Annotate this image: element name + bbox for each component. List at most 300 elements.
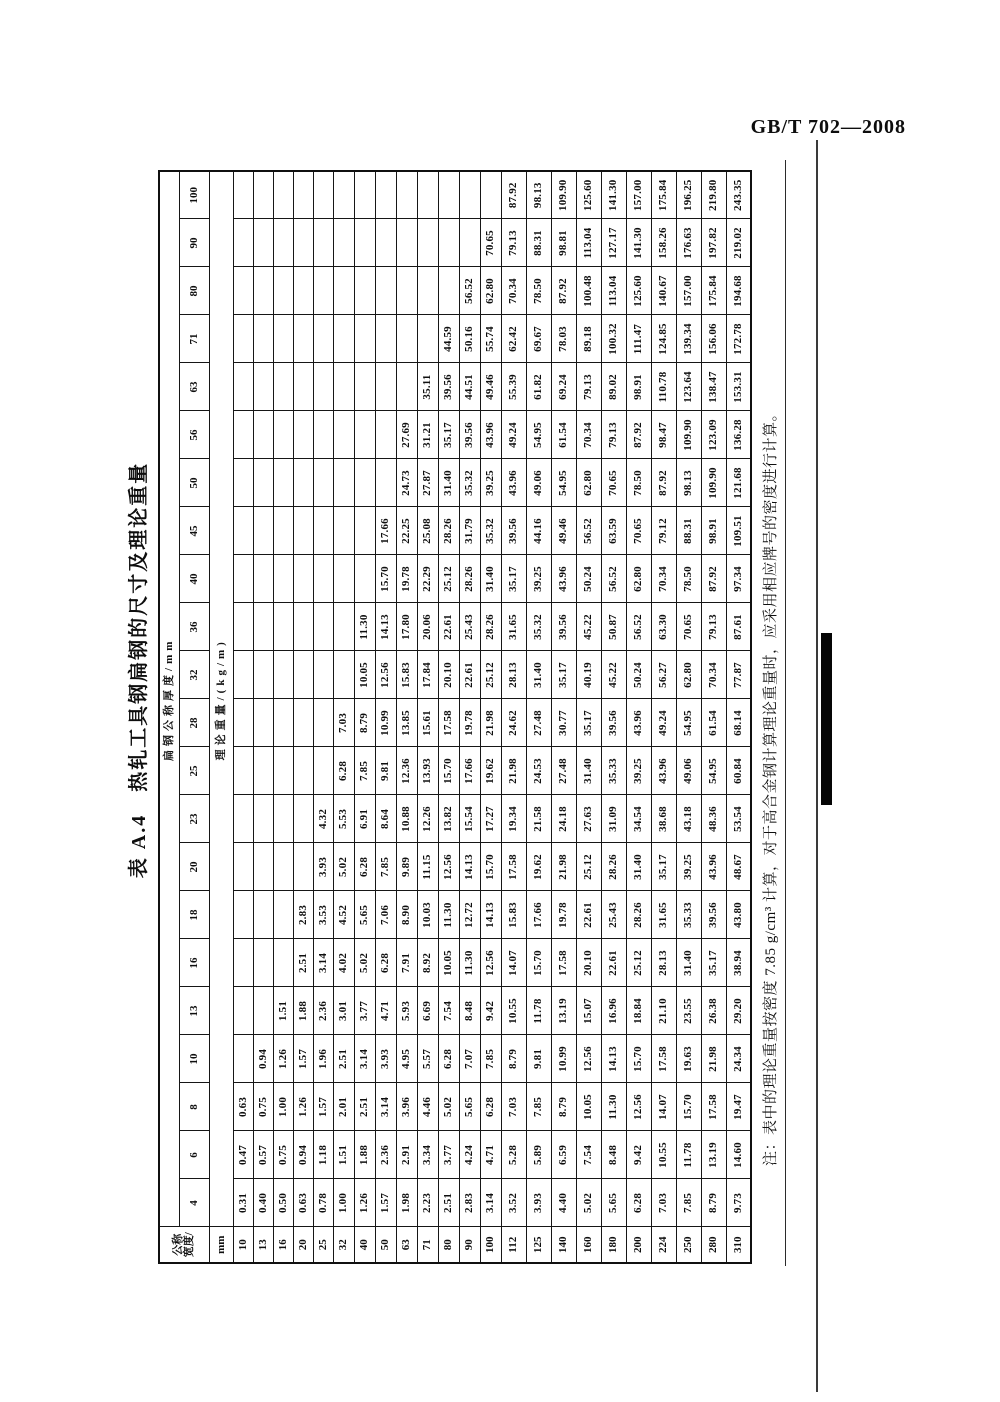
corner-unit-label: mm [209, 1227, 233, 1263]
weight-cell: 24.18 [551, 795, 576, 843]
weight-cell: 35.17 [438, 411, 459, 459]
header-row-3 [209, 171, 233, 1263]
weight-cell: 4.95 [396, 1035, 417, 1083]
weight-cell: 3.34 [417, 1131, 438, 1179]
weight-cell: 5.02 [354, 939, 375, 987]
weight-cell: 19.78 [551, 891, 576, 939]
weight-cell: 78.50 [676, 555, 701, 603]
width-label-cell: 140 [551, 1227, 576, 1263]
weight-cell [253, 219, 273, 267]
weight-cell: 3.14 [313, 939, 333, 987]
weight-cell [354, 171, 375, 219]
weight-cell: 19.63 [676, 1035, 701, 1083]
weight-cell: 12.56 [438, 843, 459, 891]
weight-cell: 15.70 [438, 747, 459, 795]
weight-cell: 1.26 [293, 1083, 313, 1131]
weight-cell: 79.13 [576, 363, 601, 411]
weight-cell: 0.94 [253, 1035, 273, 1083]
weight-cell [253, 507, 273, 555]
weight-cell: 13.19 [701, 1131, 726, 1179]
weight-cell: 39.25 [526, 555, 551, 603]
weight-cell: 43.80 [726, 891, 751, 939]
weight-cell: 196.25 [676, 171, 701, 219]
weight-cell [273, 795, 293, 843]
weight-cell: 69.67 [526, 315, 551, 363]
weight-cell: 109.90 [676, 411, 701, 459]
table-row [651, 171, 676, 1263]
weight-cell [313, 267, 333, 315]
weight-cell: 35.33 [676, 891, 701, 939]
weight-cell: 19.78 [396, 555, 417, 603]
weight-cell [253, 699, 273, 747]
weight-cell: 19.78 [459, 699, 480, 747]
weight-cell: 21.10 [651, 987, 676, 1035]
weight-cell: 100.32 [601, 315, 626, 363]
weight-cell: 87.92 [626, 411, 651, 459]
weight-cell [233, 411, 253, 459]
weight-cell: 30.77 [551, 699, 576, 747]
weight-cell [293, 843, 313, 891]
weight-cell: 24.73 [396, 459, 417, 507]
weight-cell [313, 651, 333, 699]
weight-cell [438, 267, 459, 315]
width-label-cell: 100 [480, 1227, 501, 1263]
weight-cell [438, 171, 459, 219]
weight-cell: 23.55 [676, 987, 701, 1035]
weight-cell: 156.06 [701, 315, 726, 363]
weight-cell: 5.57 [417, 1035, 438, 1083]
weight-cell [354, 219, 375, 267]
weight-cell [233, 651, 253, 699]
thickness-header-cell: 90 [179, 219, 209, 267]
weight-cell: 45.22 [576, 603, 601, 651]
weight-cell: 21.98 [501, 747, 526, 795]
weight-cell: 9.42 [480, 987, 501, 1035]
table-row [253, 171, 273, 1263]
weight-cell: 139.34 [676, 315, 701, 363]
weight-cell: 4.46 [417, 1083, 438, 1131]
weight-cell: 62.80 [626, 555, 651, 603]
weight-cell: 70.65 [480, 219, 501, 267]
weight-cell [253, 747, 273, 795]
weight-cell: 11.78 [676, 1131, 701, 1179]
width-label-cell: 40 [354, 1227, 375, 1263]
weight-cell [480, 171, 501, 219]
weight-cell: 1.88 [354, 1131, 375, 1179]
weight-cell: 43.96 [501, 459, 526, 507]
weight-cell: 0.47 [233, 1131, 253, 1179]
weight-cell: 19.47 [726, 1083, 751, 1131]
weight-cell: 25.12 [576, 843, 601, 891]
weight-cell: 44.59 [438, 315, 459, 363]
weight-cell: 0.50 [273, 1179, 293, 1227]
weight-cell [253, 651, 273, 699]
weight-cell [273, 171, 293, 219]
weight-cell [333, 267, 354, 315]
weight-cell: 12.72 [459, 891, 480, 939]
weight-cell: 16.96 [601, 987, 626, 1035]
weight-cell: 39.56 [551, 603, 576, 651]
weight-cell: 54.95 [701, 747, 726, 795]
weight-cell: 6.59 [551, 1131, 576, 1179]
weight-cell: 55.39 [501, 363, 526, 411]
weight-cell: 6.28 [438, 1035, 459, 1083]
weight-cell: 158.26 [651, 219, 676, 267]
weight-cell [253, 555, 273, 603]
weight-cell: 79.13 [501, 219, 526, 267]
weight-cell: 61.82 [526, 363, 551, 411]
weight-cell [333, 171, 354, 219]
weight-cell: 31.09 [601, 795, 626, 843]
thickness-header-cell: 25 [179, 747, 209, 795]
weight-cell: 13.93 [417, 747, 438, 795]
weight-cell: 12.56 [480, 939, 501, 987]
weight-cell: 21.58 [526, 795, 551, 843]
weight-cell: 11.30 [354, 603, 375, 651]
thickness-header-cell: 18 [179, 891, 209, 939]
weight-cell: 31.65 [651, 891, 676, 939]
thickness-header-cell: 20 [179, 843, 209, 891]
weight-cell [417, 315, 438, 363]
weight-cell: 2.51 [333, 1035, 354, 1083]
weight-cell: 10.88 [396, 795, 417, 843]
table-row [626, 171, 651, 1263]
weight-cell [253, 843, 273, 891]
weight-cell: 5.02 [576, 1179, 601, 1227]
weight-cell: 0.63 [293, 1179, 313, 1227]
weight-cell [253, 267, 273, 315]
weight-cell: 17.58 [651, 1035, 676, 1083]
weight-cell: 10.05 [354, 651, 375, 699]
weight-cell: 56.52 [626, 603, 651, 651]
weight-cell: 17.66 [459, 747, 480, 795]
weight-cell [293, 555, 313, 603]
weight-cell: 25.12 [480, 651, 501, 699]
weight-cell: 14.13 [375, 603, 396, 651]
weight-cell: 49.46 [480, 363, 501, 411]
weight-cell: 157.00 [626, 171, 651, 219]
weight-cell: 11.30 [601, 1083, 626, 1131]
weight-cell: 5.89 [526, 1131, 551, 1179]
weight-cell [233, 363, 253, 411]
weight-cell: 34.54 [626, 795, 651, 843]
width-label-cell: 310 [726, 1227, 751, 1263]
weight-cell: 12.56 [375, 651, 396, 699]
weight-cell [273, 699, 293, 747]
weight-cell: 8.64 [375, 795, 396, 843]
thickness-header-cell: 56 [179, 411, 209, 459]
table-row [726, 171, 751, 1263]
weight-cell: 2.36 [375, 1131, 396, 1179]
weight-cell: 15.83 [501, 891, 526, 939]
weight-cell [293, 411, 313, 459]
weight-cell: 3.77 [438, 1131, 459, 1179]
weight-cell [233, 315, 253, 363]
weight-cell [333, 555, 354, 603]
weight-cell: 89.18 [576, 315, 601, 363]
weight-cell: 124.85 [651, 315, 676, 363]
weight-cell: 19.62 [480, 747, 501, 795]
weight-cell [293, 507, 313, 555]
weight-cell: 24.53 [526, 747, 551, 795]
weight-cell [459, 219, 480, 267]
weight-cell [273, 411, 293, 459]
weight-cell: 49.06 [526, 459, 551, 507]
table-row [438, 171, 459, 1263]
weight-cell [253, 459, 273, 507]
weight-cell [273, 747, 293, 795]
weight-cell: 14.13 [601, 1035, 626, 1083]
weight-cell: 50.16 [459, 315, 480, 363]
weight-cell [438, 219, 459, 267]
weight-cell [233, 555, 253, 603]
weight-cell: 2.91 [396, 1131, 417, 1179]
weight-cell: 4.52 [333, 891, 354, 939]
table-row [233, 171, 253, 1263]
width-label-cell: 200 [626, 1227, 651, 1263]
weight-cell [253, 939, 273, 987]
weight-cell: 49.06 [676, 747, 701, 795]
weight-cell: 1.57 [293, 1035, 313, 1083]
table-body [159, 171, 751, 1263]
weight-cell [233, 795, 253, 843]
thickness-row [179, 171, 209, 1263]
weight-cell: 31.40 [480, 555, 501, 603]
weight-cell: 3.53 [313, 891, 333, 939]
weight-cell [375, 363, 396, 411]
weight-cell: 79.13 [701, 603, 726, 651]
weight-cell: 31.79 [459, 507, 480, 555]
width-label-cell: 224 [651, 1227, 676, 1263]
weight-cell: 1.51 [333, 1131, 354, 1179]
width-label-cell: 71 [417, 1227, 438, 1263]
weight-cell [354, 555, 375, 603]
weight-cell: 15.70 [480, 843, 501, 891]
weight-cell: 113.04 [576, 219, 601, 267]
weight-cell: 5.53 [333, 795, 354, 843]
weight-cell: 87.92 [551, 267, 576, 315]
weight-cell [396, 267, 417, 315]
weight-cell [333, 315, 354, 363]
weight-cell: 2.83 [459, 1179, 480, 1227]
weight-cell: 10.03 [417, 891, 438, 939]
weight-cell [333, 219, 354, 267]
thickness-header-cell: 63 [179, 363, 209, 411]
weight-cell: 62.80 [676, 651, 701, 699]
weight-cell: 29.20 [726, 987, 751, 1035]
weight-cell: 28.26 [480, 603, 501, 651]
weight-cell: 3.14 [375, 1083, 396, 1131]
weight-cell [313, 363, 333, 411]
weight-cell [253, 315, 273, 363]
weight-cell: 219.02 [726, 219, 751, 267]
weight-cell: 38.68 [651, 795, 676, 843]
weight-cell: 11.78 [526, 987, 551, 1035]
weight-cell: 22.61 [576, 891, 601, 939]
weight-cell: 0.75 [253, 1083, 273, 1131]
weight-cell: 4.24 [459, 1131, 480, 1179]
weight-cell [375, 267, 396, 315]
weight-cell: 70.34 [576, 411, 601, 459]
weight-cell [273, 219, 293, 267]
weight-cell: 24.62 [501, 699, 526, 747]
table-row [480, 171, 501, 1263]
weight-cell: 15.70 [626, 1035, 651, 1083]
weight-cell: 0.31 [233, 1179, 253, 1227]
weight-cell [333, 363, 354, 411]
weight-cell: 39.56 [701, 891, 726, 939]
table-row [354, 171, 375, 1263]
weight-cell: 3.01 [333, 987, 354, 1035]
weight-cell: 111.47 [626, 315, 651, 363]
weight-cell: 0.63 [233, 1083, 253, 1131]
weight-cell [375, 411, 396, 459]
weight-cell [233, 267, 253, 315]
weight-cell [333, 603, 354, 651]
weight-cell: 31.40 [438, 459, 459, 507]
weight-cell: 10.55 [501, 987, 526, 1035]
weight-cell: 28.26 [626, 891, 651, 939]
weight-cell: 5.65 [459, 1083, 480, 1131]
weight-cell: 3.77 [354, 987, 375, 1035]
weight-cell: 70.34 [651, 555, 676, 603]
weight-cell: 17.58 [551, 939, 576, 987]
weight-cell: 17.27 [480, 795, 501, 843]
weight-cell: 25.12 [626, 939, 651, 987]
weight-cell: 44.51 [459, 363, 480, 411]
weight-cell: 14.60 [726, 1131, 751, 1179]
weight-cell: 49.24 [501, 411, 526, 459]
weight-cell: 0.57 [253, 1131, 273, 1179]
weight-cell: 31.40 [576, 747, 601, 795]
weight-cell: 17.66 [375, 507, 396, 555]
weight-cell: 68.14 [726, 699, 751, 747]
thickness-header-cell: 16 [179, 939, 209, 987]
weight-cell: 7.03 [651, 1179, 676, 1227]
weight-cell: 19.34 [501, 795, 526, 843]
table-row [313, 171, 333, 1263]
corner-label-line1: 公称 [172, 1233, 185, 1256]
weight-cell [233, 891, 253, 939]
weight-cell: 138.47 [701, 363, 726, 411]
weight-cell: 17.58 [501, 843, 526, 891]
weight-cell: 8.48 [459, 987, 480, 1035]
weight-cell: 77.87 [726, 651, 751, 699]
weight-cell: 15.70 [375, 555, 396, 603]
weight-cell: 8.48 [601, 1131, 626, 1179]
weight-cell: 176.63 [676, 219, 701, 267]
weight-cell [293, 315, 313, 363]
weight-cell [313, 507, 333, 555]
weight-cell: 43.96 [701, 843, 726, 891]
weight-cell [273, 651, 293, 699]
weight-cell: 15.61 [417, 699, 438, 747]
weight-cell: 31.21 [417, 411, 438, 459]
weight-cell: 2.23 [417, 1179, 438, 1227]
weight-cell: 7.85 [676, 1179, 701, 1227]
weight-cell: 35.11 [417, 363, 438, 411]
weight-cell [396, 315, 417, 363]
weight-cell [333, 507, 354, 555]
weight-cell: 31.40 [626, 843, 651, 891]
weight-cell: 19.62 [526, 843, 551, 891]
weight-cell: 35.32 [480, 507, 501, 555]
weight-cell: 14.07 [651, 1083, 676, 1131]
weight-cell: 7.85 [354, 747, 375, 795]
weight-cell [233, 939, 253, 987]
weight-cell [253, 411, 273, 459]
weight-cell: 13.82 [438, 795, 459, 843]
weight-cell: 31.40 [526, 651, 551, 699]
weight-cell: 109.51 [726, 507, 751, 555]
weight-cell: 9.81 [375, 747, 396, 795]
weight-cell: 35.32 [459, 459, 480, 507]
weight-cell [396, 171, 417, 219]
table-row [601, 171, 626, 1263]
weight-cell: 3.14 [354, 1035, 375, 1083]
weight-cell [313, 699, 333, 747]
weight-cell [313, 411, 333, 459]
table-row [459, 171, 480, 1263]
weight-cell: 88.31 [526, 219, 551, 267]
weight-cell: 9.89 [396, 843, 417, 891]
width-label-cell: 112 [501, 1227, 526, 1263]
weight-cell: 10.99 [551, 1035, 576, 1083]
weight-cell: 38.94 [726, 939, 751, 987]
weight-cell: 35.17 [701, 939, 726, 987]
weight-cell: 22.61 [438, 603, 459, 651]
weight-cell: 98.47 [651, 411, 676, 459]
weight-cell: 2.51 [438, 1179, 459, 1227]
weight-cell: 21.98 [480, 699, 501, 747]
weight-cell [253, 363, 273, 411]
weight-cell: 39.56 [438, 363, 459, 411]
weight-cell [273, 555, 293, 603]
weight-cell: 61.54 [551, 411, 576, 459]
weight-cell: 6.28 [333, 747, 354, 795]
table-row [676, 171, 701, 1263]
weight-cell [375, 459, 396, 507]
weight-cell: 7.07 [459, 1035, 480, 1083]
weight-cell: 125.60 [576, 171, 601, 219]
weight-cell: 0.75 [273, 1131, 293, 1179]
weight-cell: 17.80 [396, 603, 417, 651]
corner-width-label [159, 1227, 209, 1263]
weight-cell: 50.24 [576, 555, 601, 603]
weight-cell: 20.10 [576, 939, 601, 987]
weight-cell [293, 795, 313, 843]
weight-cell: 87.92 [701, 555, 726, 603]
weight-cell: 62.80 [576, 459, 601, 507]
weight-cell: 78.50 [626, 459, 651, 507]
weight-cell: 7.85 [526, 1083, 551, 1131]
weight-cell [417, 219, 438, 267]
weight-cell: 9.73 [726, 1179, 751, 1227]
table-row [375, 171, 396, 1263]
weight-cell: 40.19 [576, 651, 601, 699]
weight-cell: 8.92 [417, 939, 438, 987]
weight-cell: 14.07 [501, 939, 526, 987]
weight-cell: 8.79 [701, 1179, 726, 1227]
thickness-header-cell: 23 [179, 795, 209, 843]
weight-cell: 0.94 [293, 1131, 313, 1179]
weight-cell [313, 171, 333, 219]
weight-cell: 17.58 [701, 1083, 726, 1131]
weight-cell: 69.24 [551, 363, 576, 411]
thickness-header-cell: 50 [179, 459, 209, 507]
thickness-header-cell: 28 [179, 699, 209, 747]
thickness-header-cell: 4 [179, 1179, 209, 1227]
